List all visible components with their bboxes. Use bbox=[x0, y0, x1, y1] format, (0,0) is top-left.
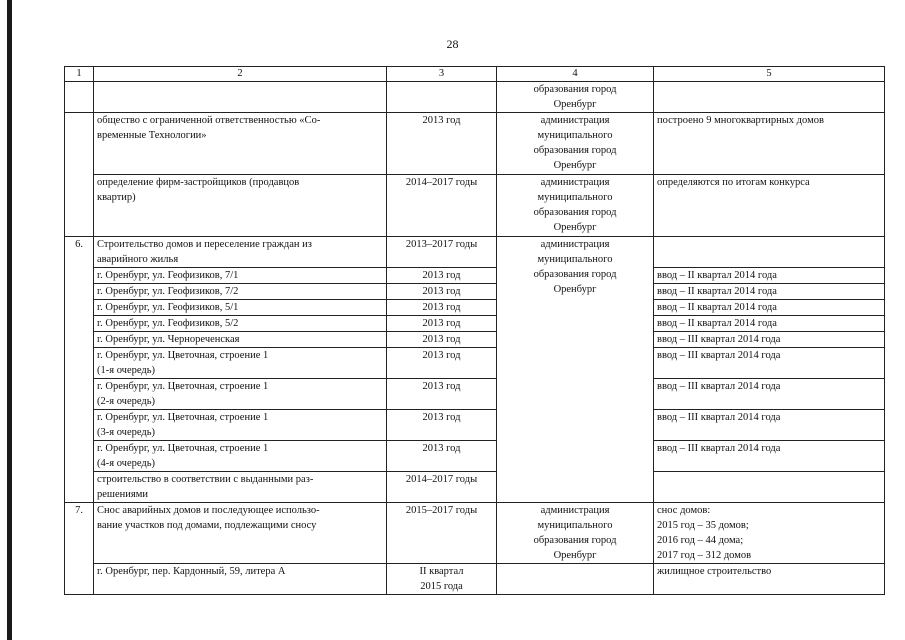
event-name: г. Оренбург, ул. Чернореченская bbox=[94, 332, 387, 348]
table-row bbox=[65, 348, 885, 379]
table-row bbox=[65, 332, 885, 348]
event-name: определение фирм-застройщиков (продавцов квартир) bbox=[94, 175, 387, 237]
result bbox=[654, 82, 885, 113]
deadline: 2013 год bbox=[387, 332, 497, 348]
table-row bbox=[65, 82, 885, 113]
result bbox=[654, 237, 885, 268]
result: определяются по итогам конкурса bbox=[654, 175, 885, 237]
page-number: 28 bbox=[446, 37, 459, 51]
result: ввод – II квартал 2014 года bbox=[654, 284, 885, 300]
executor: администрация муниципального образования город Оренбург bbox=[497, 113, 654, 175]
deadline: 2013 год bbox=[387, 410, 497, 441]
row-number: 6. bbox=[65, 237, 94, 503]
table-row bbox=[65, 472, 885, 503]
column-number: 1 bbox=[65, 67, 94, 82]
table-row bbox=[65, 379, 885, 410]
deadline: 2013 год bbox=[387, 268, 497, 284]
result: построено 9 многоквартирных домов bbox=[654, 113, 885, 175]
result bbox=[654, 472, 885, 503]
result: ввод – III квартал 2014 года bbox=[654, 379, 885, 410]
table-row bbox=[65, 441, 885, 472]
deadline: 2013 год bbox=[387, 441, 497, 472]
event-name: г. Оренбург, ул. Цветочная, строение 1 (3-я очередь) bbox=[94, 410, 387, 441]
executor: образования город Оренбург bbox=[497, 82, 654, 113]
event-name: г. Оренбург, ул. Геофизиков, 7/1 bbox=[94, 268, 387, 284]
result: ввод – III квартал 2014 года bbox=[654, 410, 885, 441]
event-name: г. Оренбург, ул. Геофизиков, 5/2 bbox=[94, 316, 387, 332]
column-number: 5 bbox=[654, 67, 885, 82]
table-row bbox=[65, 113, 885, 175]
event-name: г. Оренбург, пер. Кардонный, 59, литера А bbox=[94, 564, 387, 595]
deadline: 2015–2017 годы bbox=[387, 503, 497, 564]
result: снос домов: 2015 год – 35 домов; 2016 год – 44 дома; 2017 год – 312 домов bbox=[654, 503, 885, 564]
executor: администрация муниципального образования город Оренбург bbox=[497, 503, 654, 564]
row-number bbox=[65, 82, 94, 113]
deadline: 2013 год bbox=[387, 379, 497, 410]
table-row bbox=[65, 237, 885, 268]
result: жилищное строительство bbox=[654, 564, 885, 595]
table-row bbox=[65, 410, 885, 441]
deadline: 2013–2017 годы bbox=[387, 237, 497, 268]
deadline: 2014–2017 годы bbox=[387, 175, 497, 237]
column-number: 2 bbox=[94, 67, 387, 82]
table-row bbox=[65, 284, 885, 300]
table-row bbox=[65, 564, 885, 595]
event-name: Снос аварийных домов и последующее использо- вание участков под домами, подлежащими сносу bbox=[94, 503, 387, 564]
table-row bbox=[65, 316, 885, 332]
result: ввод – III квартал 2014 года bbox=[654, 332, 885, 348]
event-name: общество с ограниченной ответственностью «Со- временные Технологии» bbox=[94, 113, 387, 175]
result: ввод – III квартал 2014 года bbox=[654, 348, 885, 379]
event-name: г. Оренбург, ул. Цветочная, строение 1 (1-я очередь) bbox=[94, 348, 387, 379]
result: ввод – II квартал 2014 года bbox=[654, 268, 885, 284]
column-number: 4 bbox=[497, 67, 654, 82]
result: ввод – III квартал 2014 года bbox=[654, 441, 885, 472]
deadline: II квартал 2015 года bbox=[387, 564, 497, 595]
table-row bbox=[65, 175, 885, 237]
column-number: 3 bbox=[387, 67, 497, 82]
event-name: Строительство домов и переселение граждан из аварийного жилья bbox=[94, 237, 387, 268]
executor: администрация муниципального образования город Оренбург bbox=[497, 237, 654, 503]
event-name: г. Оренбург, ул. Геофизиков, 7/2 bbox=[94, 284, 387, 300]
scan-edge bbox=[7, 0, 12, 640]
deadline: 2013 год bbox=[387, 284, 497, 300]
result: ввод – II квартал 2014 года bbox=[654, 316, 885, 332]
deadline: 2013 год bbox=[387, 316, 497, 332]
deadline: 2013 год bbox=[387, 113, 497, 175]
executor bbox=[497, 564, 654, 595]
event-name bbox=[94, 82, 387, 113]
column-number-row bbox=[65, 67, 885, 82]
executor: администрация муниципального образования город Оренбург bbox=[497, 175, 654, 237]
row-number: 7. bbox=[65, 503, 94, 595]
event-name: г. Оренбург, ул. Цветочная, строение 1 (4-я очередь) bbox=[94, 441, 387, 472]
row-number bbox=[65, 113, 94, 237]
table-row bbox=[65, 300, 885, 316]
event-name: г. Оренбург, ул. Цветочная, строение 1 (2-я очередь) bbox=[94, 379, 387, 410]
table-row bbox=[65, 503, 885, 564]
table-row bbox=[65, 268, 885, 284]
event-name: г. Оренбург, ул. Геофизиков, 5/1 bbox=[94, 300, 387, 316]
plan-table bbox=[64, 66, 885, 595]
result: ввод – II квартал 2014 года bbox=[654, 300, 885, 316]
deadline: 2013 год bbox=[387, 300, 497, 316]
deadline: 2013 год bbox=[387, 348, 497, 379]
deadline bbox=[387, 82, 497, 113]
event-name: строительство в соответствии с выданными раз- решениями bbox=[94, 472, 387, 503]
deadline: 2014–2017 годы bbox=[387, 472, 497, 503]
